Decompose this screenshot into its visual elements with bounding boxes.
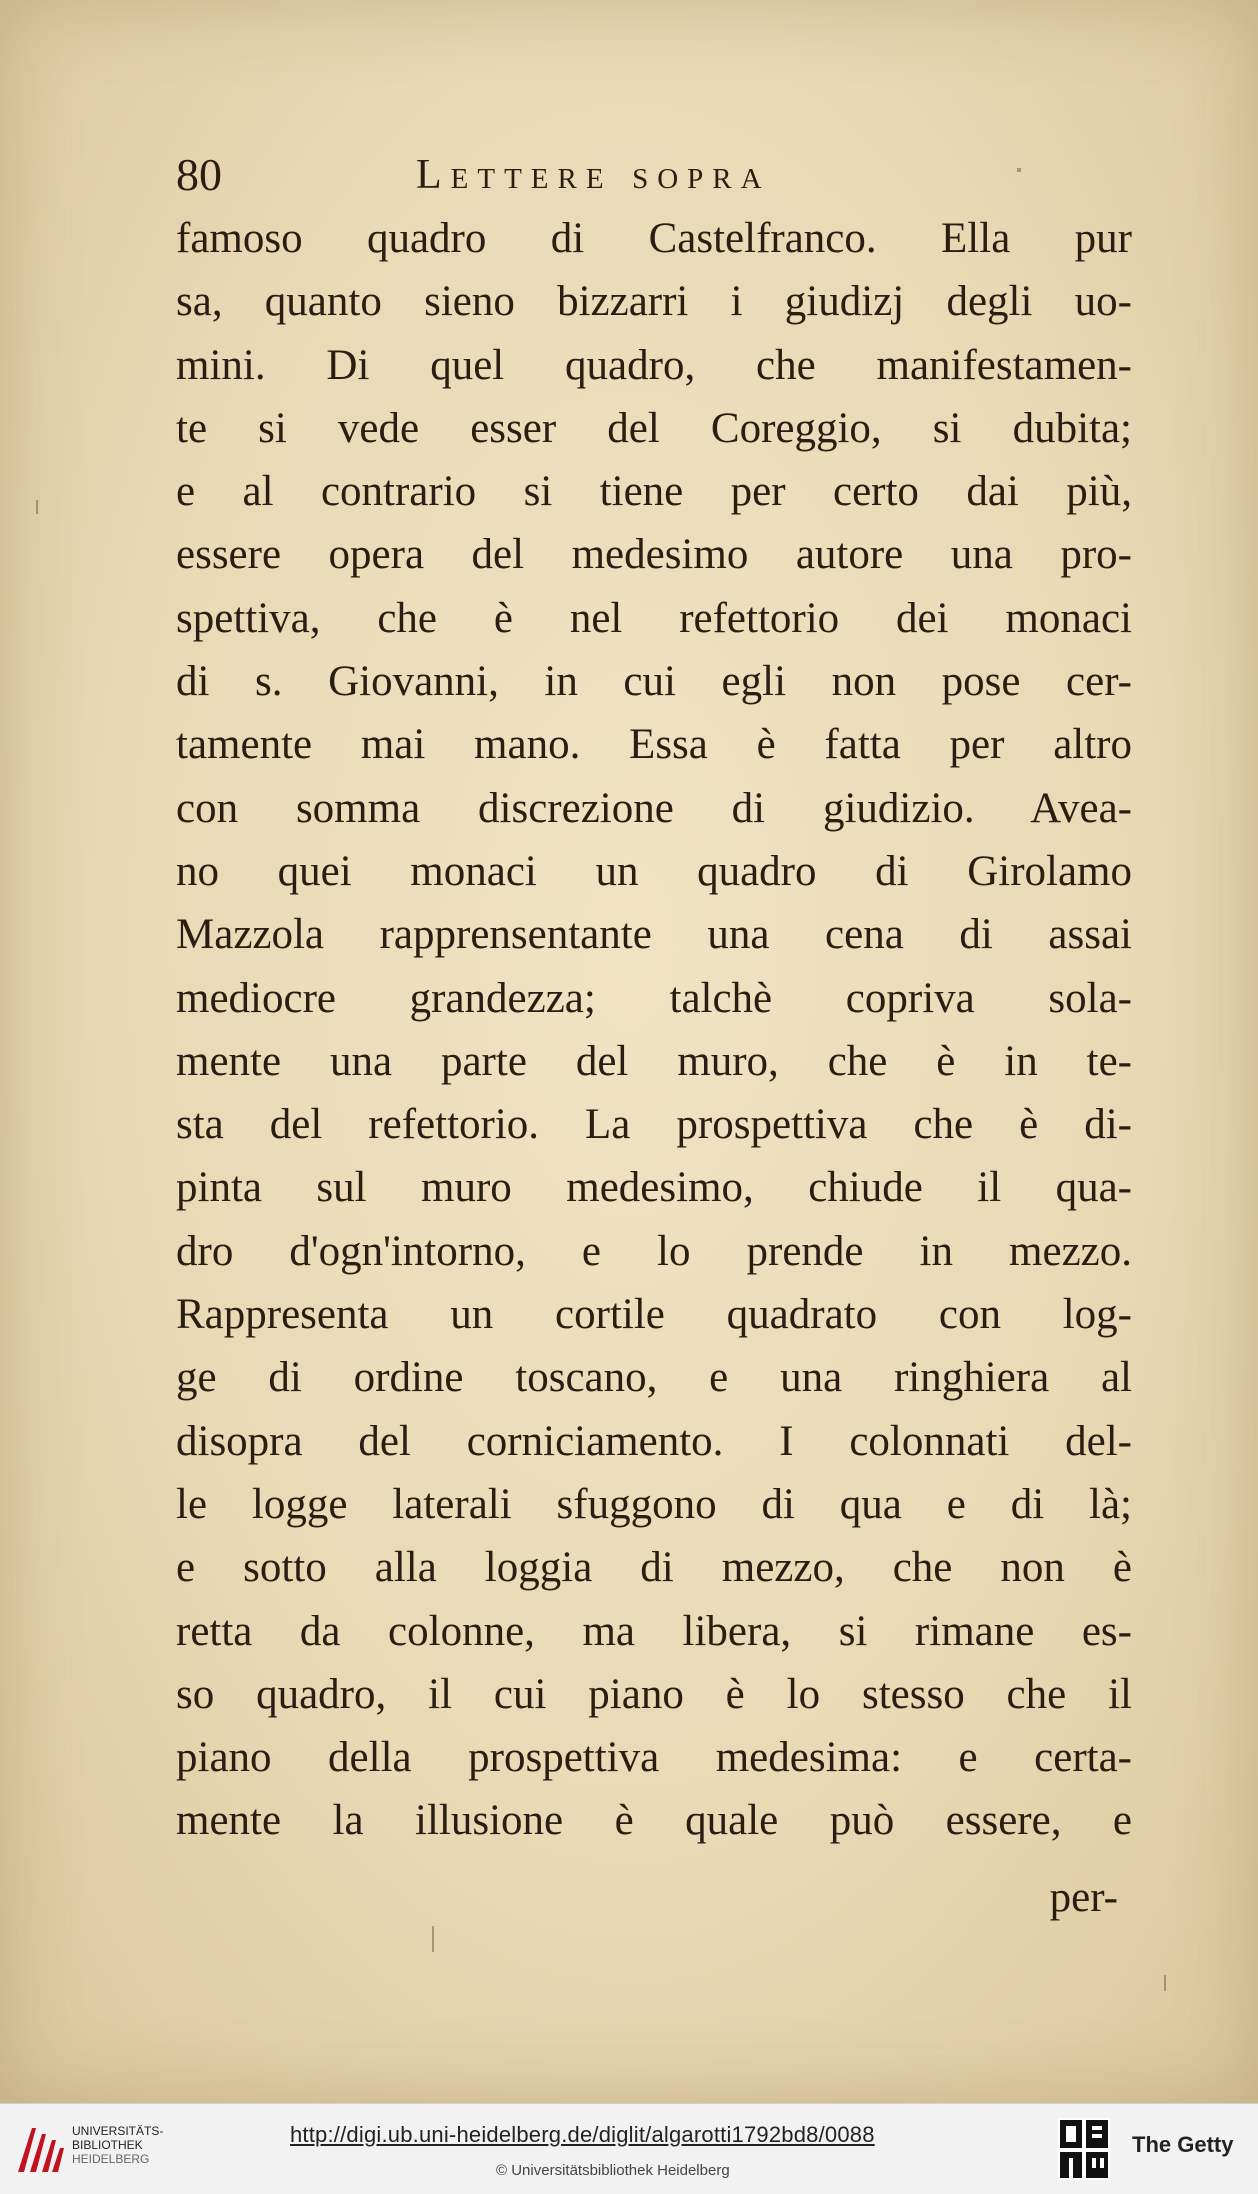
margin-speck: [36, 500, 38, 514]
viewer-footer: [0, 2103, 1258, 2194]
page-number: 80: [176, 149, 222, 200]
institution-line-2: BIBLIOTHEK: [72, 2138, 143, 2152]
text-line: mente una parte del muro, che è in te-: [176, 1037, 1132, 1085]
text-line: mini. Di quel quadro, che manifestamen-: [176, 341, 1132, 389]
text-line: le logge laterali sfuggono di qua e di là;: [176, 1480, 1132, 1528]
text-line: sta del refettorio. La prospettiva che è di-: [176, 1101, 1132, 1149]
text-line: spettiva, che è nel refettorio dei monaci: [176, 594, 1132, 642]
running-head: Lettere sopra: [416, 152, 771, 198]
text-line: tamente mai mano. Essa è fatta per altro: [176, 721, 1132, 769]
text-line: ge di ordine toscano, e una ringhiera al: [176, 1354, 1132, 1402]
text-line: te si vede esser del Coreggio, si dubita;: [176, 404, 1132, 452]
text-line: disopra del corniciamento. I colonnati del-: [176, 1417, 1132, 1465]
text-line: piano della prospettiva medesima: e certa-: [176, 1734, 1132, 1782]
margin-speck: [432, 1926, 434, 1952]
institution-name: [72, 2124, 163, 2166]
institution-line-3: HEIDELBERG: [72, 2152, 150, 2166]
getty-logo-icon: [1058, 2118, 1110, 2180]
margin-speck: [1017, 168, 1021, 172]
text-line: con somma discrezione di giudizio. Avea-: [176, 784, 1132, 832]
text-line: dro d'ogn'intorno, e lo prende in mezzo.: [176, 1227, 1132, 1275]
partner-name: The Getty: [1132, 2132, 1234, 2157]
text-line: Rappresenta un cortile quadrato con log-: [176, 1291, 1132, 1339]
page-header: [176, 145, 1136, 205]
text-line: e al contrario si tiene per certo dai più,: [176, 468, 1132, 516]
text-line: Mazzola rapprensentante una cena di assai: [176, 911, 1132, 959]
text-line: sa, quanto sieno bizzarri i giudizj degli uo-: [176, 278, 1132, 326]
text-line: pinta sul muro medesimo, chiude il qua-: [176, 1164, 1132, 1212]
margin-speck: [1164, 1975, 1166, 1991]
text-line: no quei monaci un quadro di Girolamo: [176, 847, 1132, 895]
text-line: di s. Giovanni, in cui egli non pose cer-: [176, 658, 1132, 706]
text-line: mente la illusione è quale può essere, e: [176, 1797, 1132, 1845]
copyright-notice: © Universitätsbibliothek Heidelberg: [496, 2162, 730, 2179]
text-line: famoso quadro di Castelfranco. Ella pur: [176, 215, 1132, 262]
text-line: essere opera del medesimo autore una pro-: [176, 531, 1132, 579]
permalink-url[interactable]: http://digi.ub.uni-heidelberg.de/diglit/algarotti1792bd8/0088: [290, 2122, 875, 2147]
ub-heidelberg-logo-icon: [12, 2120, 70, 2178]
text-line: so quadro, il cui piano è lo stesso che il: [176, 1670, 1132, 1718]
body-text: [176, 207, 1132, 1853]
institution-line-1: UNIVERSITÄTS-: [72, 2124, 164, 2138]
text-line: retta da colonne, ma libera, si rimane es-: [176, 1607, 1132, 1655]
text-line: e sotto alla loggia di mezzo, che non è: [176, 1544, 1132, 1592]
catchword: per-: [1049, 1874, 1118, 1921]
text-line: mediocre grandezza; talchè copriva sola-: [176, 974, 1132, 1022]
